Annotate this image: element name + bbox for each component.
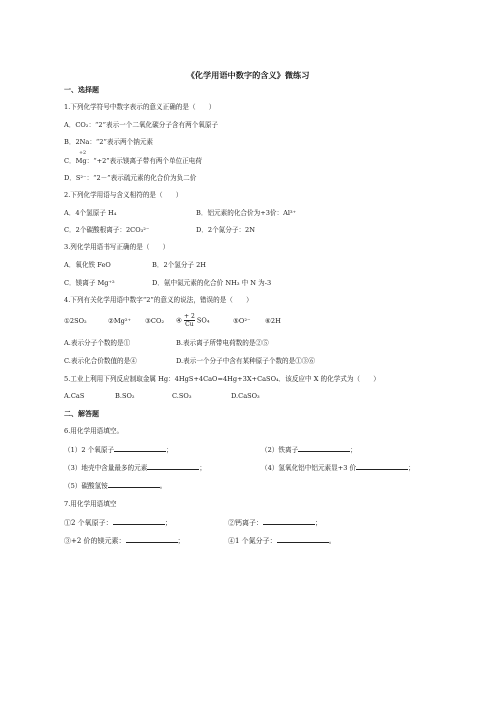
q6-part-5 <box>64 481 166 490</box>
q4-item-4-valence-charge: + 2 <box>184 313 195 320</box>
q4-item-5: ⑤O²⁻ <box>233 317 251 325</box>
q1-option-b: B．2Na：“2”表示两个钠元素 <box>64 138 154 146</box>
q1-stem: 1.下列化学符号中数字表示的意义正确的是（ ） <box>64 103 216 111</box>
q6-part-3 <box>64 463 206 472</box>
q6-part-4-label: （4）氢氧化铝中铝元素显+3 价 <box>261 464 357 472</box>
q6-part-3-blank[interactable] <box>147 463 199 470</box>
q6-part-1-blank[interactable] <box>114 445 166 452</box>
q1-option-a: A．CO₂：“2”表示一个二氧化碳分子含有两个氧原子 <box>64 121 219 129</box>
q7-part-3 <box>64 536 185 545</box>
q7-part-2-end: ； <box>315 519 322 527</box>
q7-part-4-label: ④1 个氮分子： <box>228 537 277 545</box>
q4-item-2: ②Mg²⁺ <box>108 317 132 325</box>
q7-part-3-end: ； <box>177 537 185 545</box>
q4-option-a: A.表示分子个数的是① <box>64 339 131 347</box>
q4-item-4 <box>176 313 209 328</box>
q6-part-1-label: （1）2 个氧原子 <box>64 446 115 454</box>
q5-option-a: A.CaS <box>64 392 85 400</box>
q6-part-4 <box>261 463 415 472</box>
q5-option-d: D.CaSO₃ <box>231 392 260 400</box>
q4-item-6: ⑥2H <box>265 317 281 325</box>
page-title: 《化学用语中数字的含义》微练习 <box>186 70 310 80</box>
q4-option-b: B.表示离子所带电荷数的是②⑤ <box>176 339 269 347</box>
q6-part-2-label: （2）铁离子 <box>261 446 299 454</box>
q4-stem: 4.下列有关化学用语中数字“2”的意义的说法，错误的是（ ） <box>64 296 253 304</box>
q5-option-b: B.SO₂ <box>115 392 135 400</box>
q7-part-3-label: ③+2 价的镁元素： <box>64 537 126 545</box>
q7-part-2-label: ②钙离子： <box>228 519 263 527</box>
q4-item-4-formula: SO₄ <box>196 316 210 325</box>
section-heading-answer: 二、解答题 <box>64 409 99 418</box>
q6-part-5-end: 。 <box>159 482 167 490</box>
section-heading-choice: 一、选择题 <box>64 85 99 94</box>
q3-option-a: A．氧化铁 FeO <box>64 261 111 269</box>
q4-option-d: D.表示一个分子中含有某种原子个数的是①③⑥ <box>176 357 316 365</box>
q7-part-2 <box>228 518 322 527</box>
q7-part-1-label: ①2 个氧原子： <box>64 519 113 527</box>
q6-part-1 <box>64 445 173 454</box>
q2-option-b: B．铝元素的化合价为+3价：Al³⁺ <box>196 209 297 217</box>
q7-part-4-end: 。 <box>328 537 336 545</box>
q7-part-2-blank[interactable] <box>263 518 315 525</box>
q6-part-4-end: ； <box>408 464 415 472</box>
q4-item-4-valence <box>184 313 195 328</box>
q7-part-1-blank[interactable] <box>113 518 165 525</box>
q2-stem: 2.下列化学用语与含义相符的是（ ） <box>64 191 183 199</box>
q1-option-c-superscript: +2 <box>79 151 87 156</box>
q6-part-5-blank[interactable] <box>108 481 160 488</box>
q5-option-c: C.SO₃ <box>172 392 192 400</box>
q4-item-1: ①2SO₂ <box>64 317 87 325</box>
q6-stem: 6.用化学用语填空。 <box>64 427 124 435</box>
q6-part-2-blank[interactable] <box>298 445 350 452</box>
q6-part-3-end: ； <box>199 464 206 472</box>
q2-option-c: C．2个碳酸根离子：2CO₃²⁻ <box>64 226 150 234</box>
q1-option-c: C．Mg：“+2”表示镁离子带有两个单位正电荷 <box>64 157 202 165</box>
q3-option-b: B．2个氢分子 2H <box>152 261 207 269</box>
q7-part-1-end: ； <box>164 519 172 527</box>
q2-option-d: D．2个氮分子：2N <box>196 226 256 234</box>
q7-part-3-blank[interactable] <box>126 536 178 543</box>
q7-part-1 <box>64 518 172 527</box>
q4-item-3: ③CO₂ <box>145 317 165 325</box>
q7-part-4 <box>228 536 336 545</box>
q4-item-4-marker: ④ <box>176 316 182 325</box>
q6-part-1-end: ； <box>166 446 173 454</box>
q6-part-5-label: （5）碳酸氢铵 <box>64 482 108 490</box>
q4-option-c: C.表示化合价数值的是④ <box>64 357 137 365</box>
q3-stem: 3.列化学用语书写正确的是（ ） <box>64 243 170 251</box>
q6-part-3-label: （3）地壳中含量最多的元素 <box>64 464 148 472</box>
q5-stem: 5.工业上利用下列反应制取金属 Hg：4HgS+4CaO=4Hg+3X+CaSO₄．该反应中 X 的化学式为（ ） <box>64 375 380 383</box>
q6-part-4-blank[interactable] <box>356 463 408 470</box>
q7-stem: 7.用化学用语填空 <box>64 500 117 508</box>
q6-part-2-end: ； <box>350 446 357 454</box>
q7-part-4-blank[interactable] <box>277 536 329 543</box>
q4-item-4-valence-element: Cu <box>185 321 194 328</box>
q6-part-2 <box>261 445 357 454</box>
q3-option-c: C．镁离子 Mg⁺² <box>64 279 115 287</box>
q3-option-d: D．氨中氮元素的化合价 NH₃ 中 N 为-3 <box>152 279 272 287</box>
q1-option-d: D．S²⁻：“2－”表示硫元素的化合价为负二价 <box>64 174 197 182</box>
q2-option-a: A．4个氢原子 H₄ <box>64 209 117 217</box>
